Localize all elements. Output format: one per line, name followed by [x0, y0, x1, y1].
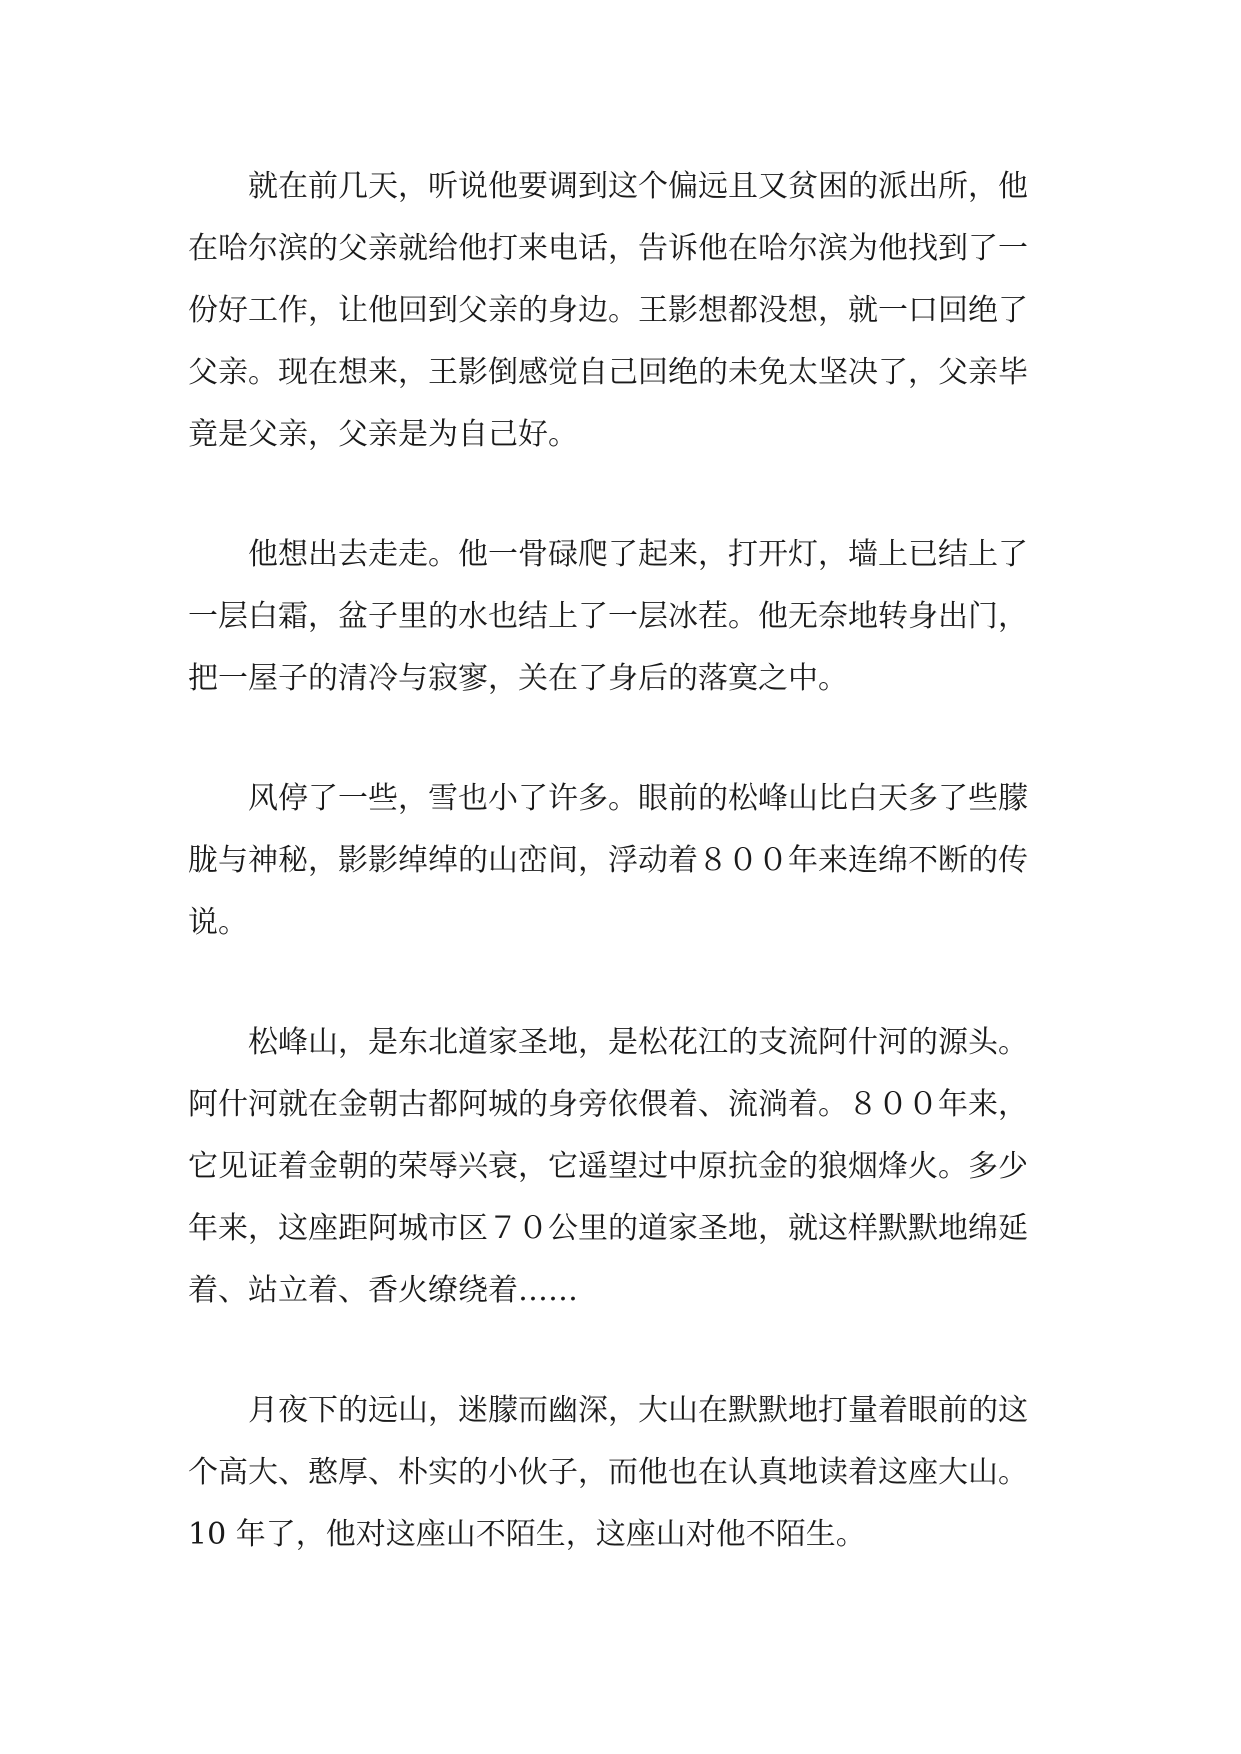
paragraph-line: 阿什河就在金朝古都阿城的身旁依偎着、流淌着。８００年来，: [188, 1087, 1028, 1122]
paragraph-5: [188, 1380, 1056, 1566]
paragraph-line: 着、站立着、香火缭绕着……: [188, 1273, 578, 1308]
document-body: [188, 156, 1056, 1624]
paragraph-3: [188, 768, 1056, 954]
paragraph-line: 就在前几天，听说他要调到这个偏远且又贫困的派出所，他: [248, 169, 1028, 204]
paragraph-line: 胧与神秘，影影绰绰的山峦间，浮动着８００年来连绵不断的传: [188, 843, 1028, 878]
paragraph-line: 10 年了，他对这座山不陌生，这座山对他不陌生。: [188, 1517, 866, 1552]
paragraph-2: [188, 524, 1056, 710]
paragraph-line: 松峰山，是东北道家圣地，是松花江的支流阿什河的源头。: [248, 1025, 1028, 1060]
paragraph-line: 月夜下的远山，迷朦而幽深，大山在默默地打量着眼前的这: [248, 1393, 1028, 1428]
paragraph-line: 说。: [188, 905, 248, 940]
paragraph-line: 在哈尔滨的父亲就给他打来电话，告诉他在哈尔滨为他找到了一: [188, 231, 1028, 266]
paragraph-line: 年来，这座距阿城市区７０公里的道家圣地，就这样默默地绵延: [188, 1211, 1028, 1246]
paragraph-line: 他想出去走走。他一骨碌爬了起来，打开灯，墙上已结上了: [248, 537, 1028, 572]
paragraph-1: [188, 156, 1056, 466]
paragraph-line: 把一屋子的清冷与寂寥，关在了身后的落寞之中。: [188, 661, 848, 696]
paragraph-line: 个高大、憨厚、朴实的小伙子，而他也在认真地读着这座大山。: [188, 1455, 1028, 1490]
paragraph-line: 份好工作，让他回到父亲的身边。王影想都没想，就一口回绝了: [188, 293, 1028, 328]
paragraph-line: 一层白霜，盆子里的水也结上了一层冰茬。他无奈地转身出门，: [188, 599, 1028, 634]
paragraph-line: 竟是父亲，父亲是为自己好。: [188, 417, 578, 452]
paragraph-line: 父亲。现在想来，王影倒感觉自己回绝的未免太坚决了，父亲毕: [188, 355, 1028, 390]
paragraph-line: 风停了一些，雪也小了许多。眼前的松峰山比白天多了些朦: [248, 781, 1028, 816]
paragraph-line: 它见证着金朝的荣辱兴衰，它遥望过中原抗金的狼烟烽火。多少: [188, 1149, 1028, 1184]
paragraph-4: [188, 1012, 1056, 1322]
